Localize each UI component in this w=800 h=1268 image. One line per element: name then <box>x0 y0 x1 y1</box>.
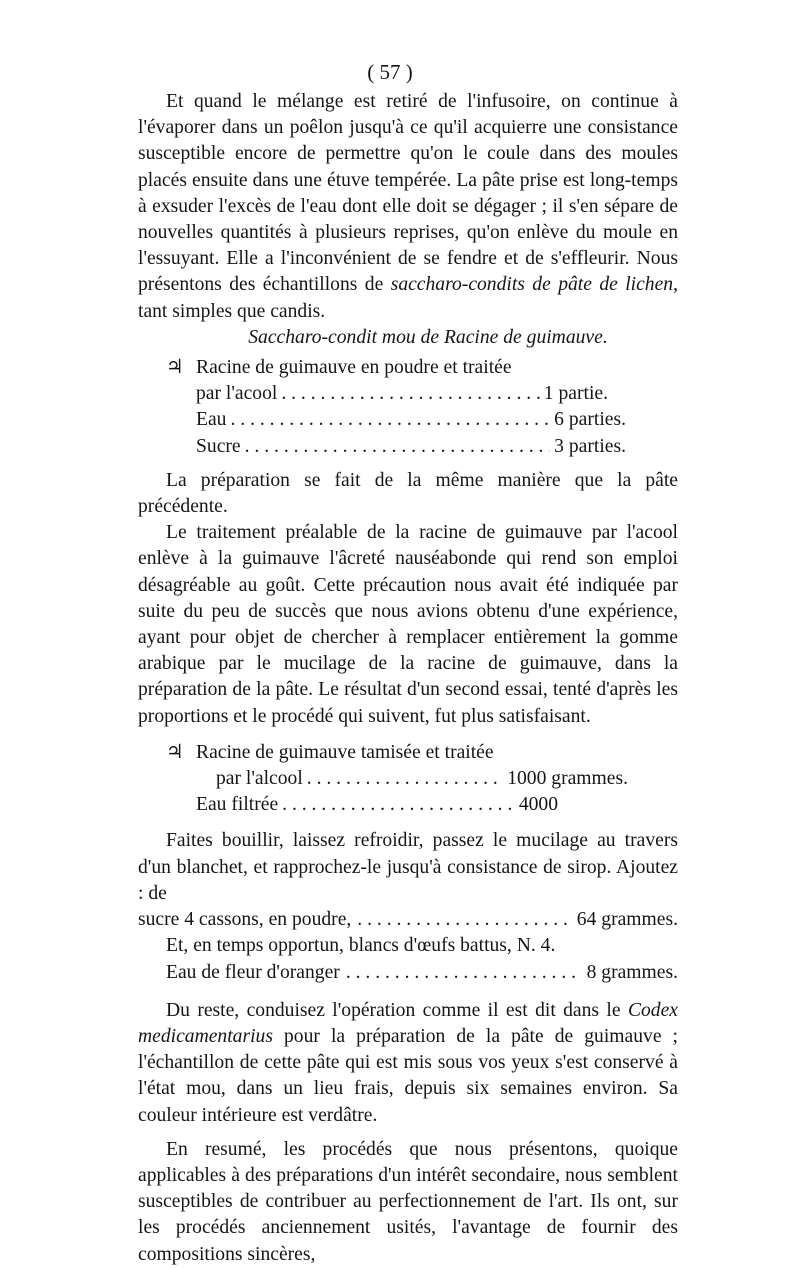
recipe-line <box>138 907 678 933</box>
ingredient-amount: 6 parties. <box>554 409 626 431</box>
paragraph-treatment: Le traitement préalable de la racine de guimauve par l'acool enlève à la guimauve l'âcreté nauséabonde qui rend son emploi désagréable au goût. Cette précaution nous avait été indiquée par suite du peu de succès que nous avions obtenu d'une expérience, ayant pour objet de chercher à remplacer entièrement la gomme arabique par le mucilage de la racine de guimauve, dans la préparation de la pâte. Le résultat d'un second essai, tenté d'après les proportions et le procédé qui suivent, fut plus satisfaisant. <box>138 522 678 727</box>
leader-dots <box>245 434 551 460</box>
recipe-guimauve-tamisee <box>138 740 678 819</box>
jupiter-recipe-symbol: ♃ <box>166 741 184 763</box>
ingredient-label: par l'alcool <box>216 768 303 790</box>
italic-term: saccharo-condits de pâte de lichen <box>390 274 674 296</box>
paragraph-boil: Faites bouillir, laissez refroidir, passez le mucilage au travers d'un blanchet, et rapprochez-le jusqu'à consistance de sirop. Ajoutez : de <box>138 830 678 904</box>
recipe-line <box>138 381 678 407</box>
paragraph-text: Et quand le mélange est retiré de l'infusoire, on continue à l'évaporer dans un poêlon jusqu'à ce qu'il acquierre une consistance susceptible encore de permettre qu'on le coule dans des moules placés ensuite dans une étuve tempérée. La pâte prise est long-temps à exsuder l'excès de l'eau dont elle doit se dégager ; il s'en sépare de nouvelles quantités à plusieurs reprises, qu'on enlève du moule en l'essuyant. Elle a l'inconvénient de se fendre et de s'effleurir. Nous présentons des échantillons de <box>138 91 678 296</box>
ingredient-label: Racine de guimauve tamisée et traitée <box>196 741 494 763</box>
italic-term: Codex medicamentarius <box>138 999 678 1047</box>
leader-dots <box>346 960 581 986</box>
ingredient-amount: 1000 grammes. <box>507 768 628 790</box>
ingredient-amount: 4000 <box>518 794 558 816</box>
recipe-line: Et, en temps opportun, blancs d'œufs battus, N. 4. <box>166 935 556 957</box>
paragraph-text: Du reste, conduisez l'opération comme il est dit dans le <box>166 999 628 1021</box>
leader-dots <box>281 381 539 407</box>
ingredient-amount: 1 partie. <box>543 383 608 405</box>
recipe-line <box>138 434 678 460</box>
recipe-line <box>138 792 678 818</box>
ingredient-label: Sucre <box>196 435 241 457</box>
ingredient-label: sucre 4 cassons, en poudre, <box>138 909 352 931</box>
leader-dots <box>230 407 550 433</box>
paragraph-text: pour la préparation de la pâte de guimauve ; l'échantillon de cette pâte qui est mis sous vos yeux s'est conservé à l'état mou, dans un lieu frais, depuis six semaines environ. Sa couleur intérieure est verdâtre. <box>138 1025 678 1126</box>
leader-dots <box>357 907 570 933</box>
ingredient-label: Eau <box>196 409 227 431</box>
recipe-line <box>138 766 678 792</box>
jupiter-recipe-symbol: ♃ <box>166 357 184 379</box>
ingredient-label: Eau de fleur d'oranger <box>166 961 340 983</box>
page-number: ( 57 ) <box>367 60 413 84</box>
recipe-line <box>138 740 678 766</box>
paragraph-codex <box>138 998 678 1129</box>
paragraph-text: , tant simples que candis. <box>138 274 679 322</box>
paragraph-preparation: La préparation se fait de la même manière que la pâte précédente. <box>138 469 678 518</box>
ingredient-amount: 8 grammes. <box>586 961 678 983</box>
ingredient-label: par l'acool <box>196 383 278 405</box>
recipe-line <box>138 355 678 381</box>
ingredient-label: Eau filtrée <box>196 794 279 816</box>
recipe-line <box>138 960 678 986</box>
leader-dots <box>307 766 503 792</box>
recipe-line <box>138 407 678 433</box>
ingredient-amount: 64 grammes. <box>576 909 678 931</box>
recipe-guimauve-mou <box>138 355 678 460</box>
section-title: Saccharo-condit mou de Racine de guimauve. <box>248 326 608 348</box>
ingredient-amount: 3 parties. <box>554 435 626 457</box>
paragraph-summary: En resumé, les procédés que nous présentons, quoique applicables à des préparations d'un intérêt secondaire, nous semblent susceptibles de contribuer au perfectionnement de l'art. Ils ont, sur les procédés anciennement usités, l'avantage de fournir des compositions sincères, <box>138 1138 678 1265</box>
ingredient-label: Racine de guimauve en poudre et traitée <box>196 357 512 379</box>
paragraph-evaporation <box>138 89 678 325</box>
page-body <box>138 89 678 1268</box>
leader-dots <box>282 792 515 818</box>
